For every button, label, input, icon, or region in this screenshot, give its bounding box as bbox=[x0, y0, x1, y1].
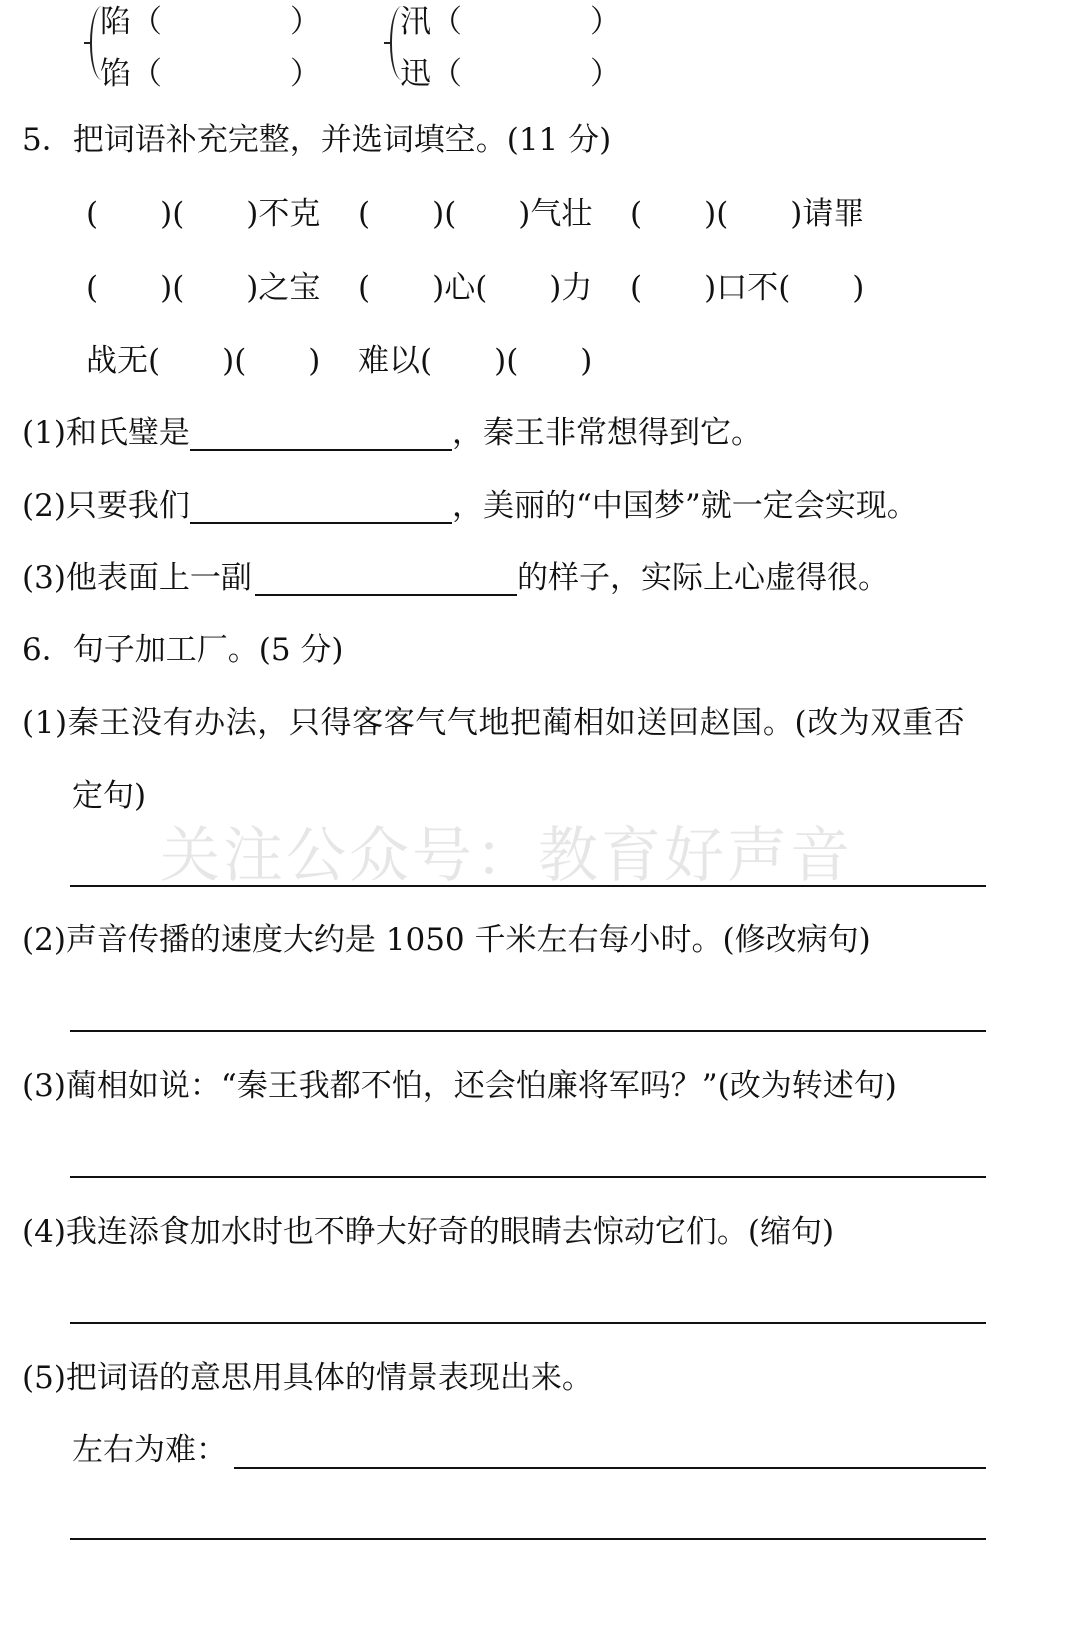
answer-line-6[interactable] bbox=[70, 1538, 986, 1540]
q6-s1-line2: 定句) bbox=[72, 778, 147, 814]
q6-s3: (3)蔺相如说：“秦王我都不怕，还会怕廉将军吗？”(改为转述句) bbox=[22, 1068, 897, 1104]
fill3-suffix: 的样子，实际上心虚得很。 bbox=[517, 560, 889, 596]
watermark: 关注公众号：教育好声音 bbox=[160, 821, 853, 891]
fill2-prefix: (2)只要我们 bbox=[22, 488, 190, 524]
char-xian-filling: 馅（ bbox=[100, 56, 162, 92]
answer-line-4[interactable] bbox=[70, 1322, 986, 1324]
q6-s5: (5)把词语的意思用具体的情景表现出来。 bbox=[22, 1360, 593, 1396]
answer-line-2[interactable] bbox=[70, 1030, 986, 1032]
q6-s4: (4)我连添食加水时也不睁大好奇的眼睛去惊动它们。(缩句) bbox=[22, 1214, 835, 1250]
fill1-suffix: ，秦王非常想得到它。 bbox=[452, 415, 762, 451]
idiom-4: ( )( )之宝 bbox=[86, 270, 321, 306]
paren-close: ） bbox=[290, 4, 321, 40]
fill1-blank[interactable] bbox=[190, 449, 452, 451]
paren-close: ） bbox=[290, 56, 321, 92]
q5-title: 5．把词语补充完整，并选词填空。(11 分) bbox=[22, 122, 612, 158]
paren-close: ） bbox=[590, 56, 621, 92]
idiom-3: ( )( )请罪 bbox=[630, 196, 865, 232]
char-xun-fast: 迅（ bbox=[400, 56, 462, 92]
idiom-6: ( )口不( ) bbox=[630, 270, 865, 306]
idiom-1: ( )( )不克 bbox=[86, 196, 321, 232]
q6-s1-line1: (1)秦王没有办法，只得客客气气地把蔺相如送回赵国。(改为双重否 bbox=[22, 705, 966, 741]
fill2-blank[interactable] bbox=[190, 522, 452, 524]
fill3-blank[interactable] bbox=[255, 594, 517, 596]
char-xian-trap: 陷（ bbox=[100, 4, 162, 40]
q6-s2: (2)声音传播的速度大约是 1050 千米左右每小时。(修改病句) bbox=[22, 922, 871, 958]
paren-close: ） bbox=[590, 4, 621, 40]
idiom-8: 难以( )( ) bbox=[358, 343, 593, 379]
fill1-prefix: (1)和氏璧是 bbox=[22, 415, 190, 451]
answer-line-3[interactable] bbox=[70, 1176, 986, 1178]
q6-s5-word: 左右为难： bbox=[72, 1432, 227, 1468]
fill3-prefix: (3)他表面上一副 bbox=[22, 560, 252, 596]
char-xun-flood: 汛（ bbox=[400, 4, 462, 40]
idiom-7: 战无( )( ) bbox=[86, 343, 321, 379]
fill2-suffix: ，美丽的“中国梦”就一定会实现。 bbox=[452, 488, 918, 524]
idiom-2: ( )( )气壮 bbox=[358, 196, 593, 232]
answer-line-1[interactable] bbox=[70, 885, 986, 887]
idiom-5: ( )心( )力 bbox=[358, 270, 593, 306]
answer-line-5[interactable] bbox=[234, 1467, 986, 1469]
q6-title: 6．句子加工厂。(5 分) bbox=[22, 632, 344, 668]
